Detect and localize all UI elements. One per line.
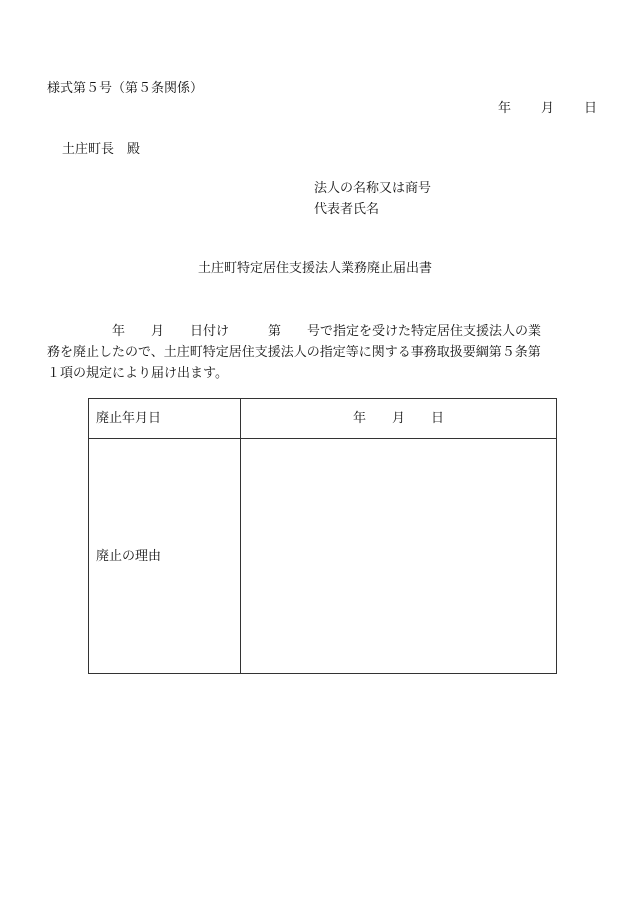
form-number: 様式第５号（第５条関係） <box>47 81 204 96</box>
body-line-2: 務を廃止したので、土庄町特定居住支援法人の指定等に関する事務取扱要綱第５条第 <box>47 345 541 360</box>
form-table <box>88 398 557 674</box>
abolition-date-field[interactable]: 年 月 日 <box>352 411 444 426</box>
abolition-date-label: 廃止年月日 <box>96 411 162 426</box>
date-year: 年 <box>497 101 511 116</box>
date-day: 日 <box>583 101 597 116</box>
body-text <box>47 321 600 384</box>
table-row-divider <box>89 438 556 439</box>
abolition-reason-label: 廃止の理由 <box>96 549 162 564</box>
document-title: 土庄町特定居住支援法人業務廃止届出書 <box>197 261 432 276</box>
body-line-1: 年 月 日付け 第 号で指定を受けた特定居住支援法人の業 <box>47 324 542 339</box>
corp-name-label: 法人の名称又は商号 <box>314 181 432 196</box>
submission-date <box>498 102 597 115</box>
body-line-3: １項の規定により届け出ます。 <box>47 366 228 381</box>
addressee: 土庄町長 殿 <box>62 142 141 157</box>
table-column-divider <box>240 399 241 673</box>
rep-name-label: 代表者氏名 <box>314 202 380 217</box>
date-month: 月 <box>540 101 554 116</box>
